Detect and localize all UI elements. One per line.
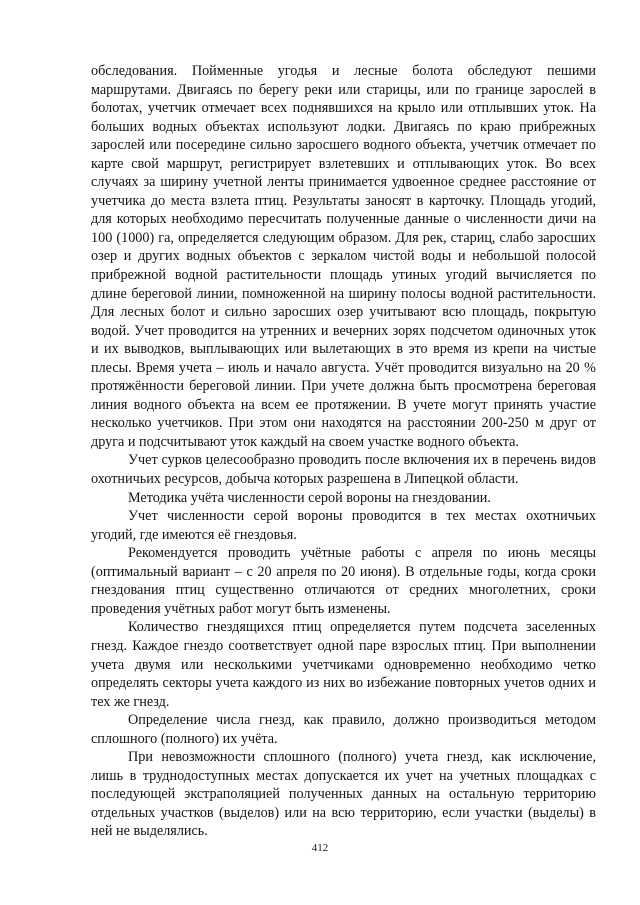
page-number: 412 xyxy=(311,842,329,854)
body-text xyxy=(91,62,596,841)
paragraph-crow-survey-places: Учет численности серой вороны проводится в тех местах охотничьих угодий, где имеются её гнездовья. xyxy=(91,508,596,543)
paragraph-duck-survey: обследования. Пойменные угодья и лесные болота обследуют пешими маршрутами. Двигаясь по берегу реки или старицы, или по границе зарослей в болотах, учетчик отмечает всех поднявшихся на крыло или отплывших уток. На больших водных объектах используют лодки. Двигаясь по краю прибрежных зарослей или посередине сильно заросшего водного объекта, учетчик отмечает по карте свой маршрут, регистрирует взлетевших и отплывающих уток. Во всех случаях за ширину учетной ленты принимается удвоенное среднее расстояние от учетчика до места взлета птиц. Результаты заносят в карточку. Площадь угодий, для которых необходимо пересчитать полученные данные о численности дичи на 100 (1000) га, определяется следующим образом. Для рек, стариц, слабо заросших озер и других водных объектов с зеркалом чистой воды и небольшой полосой прибрежной водной растительности площадь утиных угодий вычисляется по длине береговой линии, помноженной на ширину полосы водной растительности. Для лесных болот и сильно заросших озер учитывают всю площадь, покрытую водой. Учет проводится на утренних и вечерних зорях подсчетом одиночных уток и их выводков, выплывающих или вылетающих в это время из крепи на чистые плесы. Время учета – июль и начало августа. Учёт проводится визуально на 20 % протяжённости береговой линии. При учете должна быть просмотрена береговая линия водного объекта на всем ее протяжении. В учете могут принять участие несколько учетчиков. При этом они находятся на расстоянии 200-250 м друг от друга и подсчитывают уток каждый на своем участке водного объекта. xyxy=(91,63,596,450)
paragraph-full-count: Определение числа гнезд, как правило, должно производиться методом сплошного (полного) их учёта. xyxy=(91,712,596,747)
paragraph-marmot-survey: Учет сурков целесообразно проводить после включения их в перечень видов охотничьих ресурсов, добыча которых разрешена в Липецкой области. xyxy=(91,452,596,488)
paragraph-survey-timing: Рекомендуется проводить учётные работы с апреля по июнь месяцы (оптимальный вариант – с 20 апреля по 20 июня). В отдельные годы, когда сроки гнездования птиц существенно отличаются от средних многолетних, сроки проведения учётных работ могут быть изменены. xyxy=(91,545,596,617)
paragraph-sample-plots: При невозможности сплошного (полного) учета гнезд, как исключение, лишь в труднодоступных местах допускается их учет на учетных площадках с последующей экстраполяцией полученных данных на остальную территорию отдельных участков (выделов) или на всю территорию, если участки (выделы) в ней не выделялись. xyxy=(91,749,596,840)
paragraph-nest-count: Количество гнездящихся птиц определяется путем подсчета заселенных гнезд. Каждое гнездо соответствует одной паре взрослых птиц. При выполнении учета двумя или несколькими учетчиками одновременно необходимо четко определять секторы учета каждого из них во избежание повторных учетов одних и тех же гнезд. xyxy=(91,619,596,710)
paragraph-crow-method-heading: Методика учёта численности серой вороны на гнездовании. xyxy=(128,489,491,506)
